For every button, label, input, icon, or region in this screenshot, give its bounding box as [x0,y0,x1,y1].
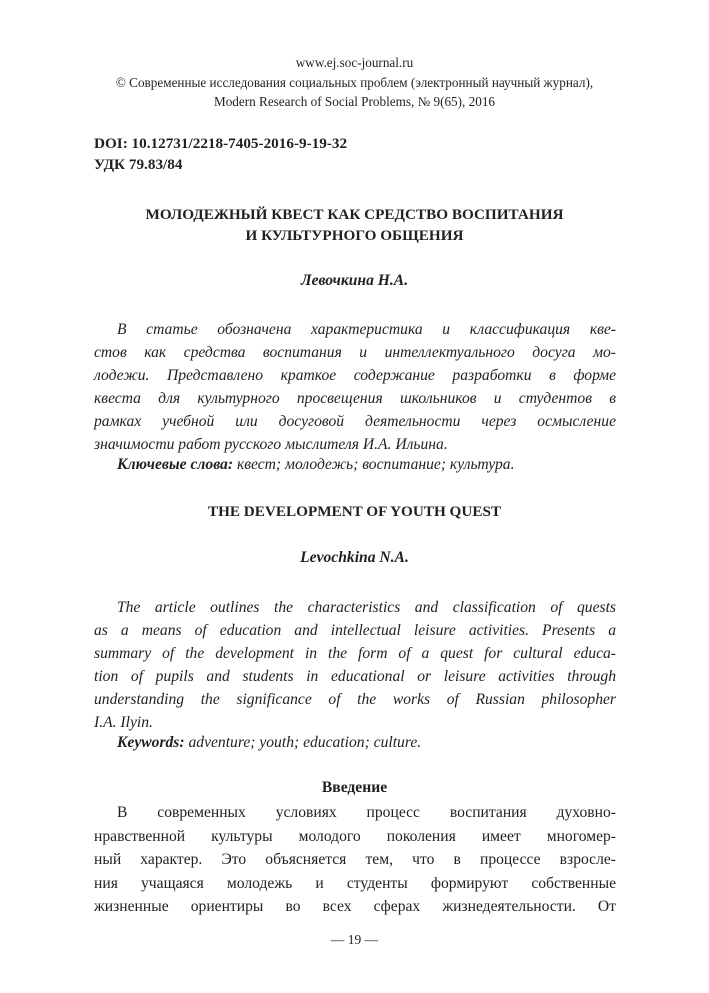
abstract-ru-line: В статье обозначена характеристика и классификация кве- [117,321,616,338]
body-line: В современных условиях процесс воспитания духовно- [117,804,616,821]
abstract-en-line: as a means of education and intellectual leisure activities. Presents a [94,622,616,639]
identifiers [94,134,347,175]
section-heading-intro: Введение [321,779,388,796]
running-header [60,53,649,112]
abstract-ru-line: рамках учебной или досуговой деятельности через осмысление [94,413,616,430]
keywords-en-text: adventure; youth; education; culture. [184,734,422,751]
journal-issue: Modern Research of Social Problems, № 9(65), 2016 [213,94,496,109]
udk: УДК 79.83/84 [94,155,183,173]
abstract-en-line: summary of the development in the form of a quest for cultural educa- [94,645,616,662]
page-number: — 19 — [330,932,379,947]
keywords-ru [117,456,514,474]
author-ru: Левочкина Н.А. [300,272,409,289]
body-paragraph [94,801,616,919]
keywords-ru-label: Ключевые слова: [117,456,234,473]
abstract-en-line: The article outlines the characteristics and classification of quests [117,599,616,616]
abstract-ru-line: стов как средства воспитания и интеллектуального досуга мо- [94,344,616,361]
abstract-ru-line: лодежи. Представлено краткое содержание разработки в форме [94,367,616,384]
journal-copyright: © Современные исследования социальных проблем (электронный научный журнал), [115,74,594,90]
abstract-ru-line: значимости работ русского мыслителя И.А. Ильина. [94,436,448,453]
body-line: ный характер. Это объясняется тем, что в процессе взросле- [94,851,616,868]
abstract-en-line: I.A. Ilyin. [94,714,153,731]
body-line: нравственной культуры молодого поколения имеет многомер- [94,827,616,845]
body-line: жизненные ориентиры во всех сферах жизнедеятельности. От [94,898,616,915]
keywords-en [117,734,421,752]
journal-url: www.ej.soc-journal.ru [295,55,414,70]
article-title-en: THE DEVELOPMENT OF YOUTH QUEST [207,503,502,520]
title-ru-line: И КУЛЬТУРНОГО ОБЩЕНИЯ [245,227,464,244]
body-line: ния учащаяся молодежь и студенты формируют собственные [94,874,616,892]
abstract-en-line: tion of pupils and students in educational or leisure activities through [94,668,616,685]
article-title-ru [60,204,649,246]
author-en: Levochkina N.A. [300,549,409,566]
doi: DOI: 10.12731/2218-7405-2016-9-19-32 [94,135,348,152]
abstract-en-line: understanding the significance of the works of Russian philosopher [94,691,616,708]
title-ru-line: МОЛОДЕЖНЫЙ КВЕСТ КАК СРЕДСТВО ВОСПИТАНИЯ [145,206,564,223]
abstract-ru-line: квеста для культурного просвещения школьников и студентов в [94,390,616,407]
keywords-en-label: Keywords: [117,734,185,751]
abstract-en [94,596,616,734]
keywords-ru-text: квест; молодежь; воспитание; культура. [233,456,515,473]
abstract-ru [94,318,616,456]
